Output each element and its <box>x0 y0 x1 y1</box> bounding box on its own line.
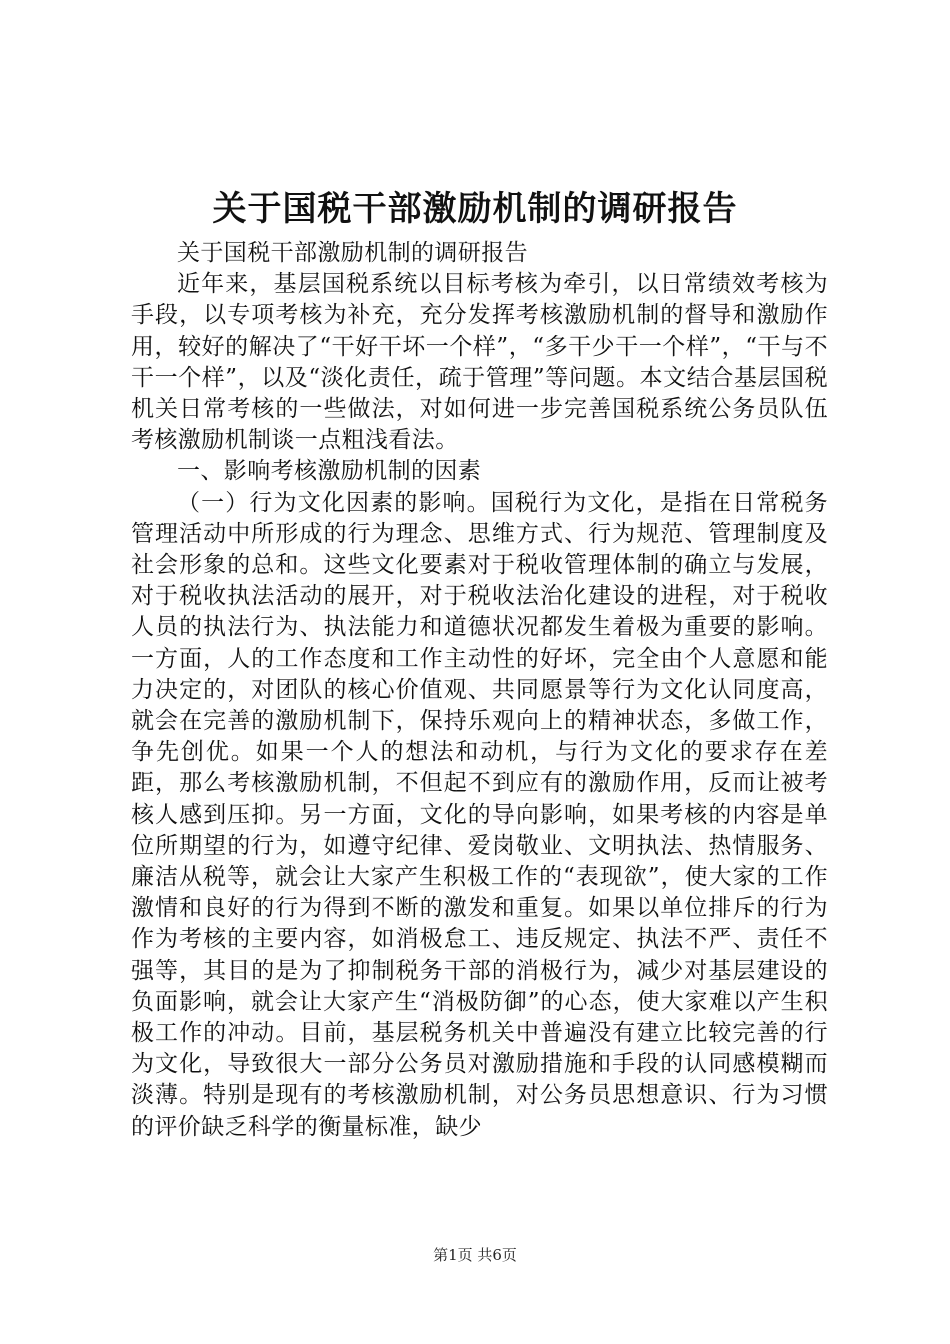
paragraph-behavior-culture: （一）行为文化因素的影响。国税行为文化，是指在日常税务管理活动中所形成的行为理念、思维方式、行为规范、管理制度及社会形象的总和。这些文化要素对于税收管理体制的确立与发展，对于税收执法活动的展开，对于税收法治化建设的进程，对于税收人员的执法行为、执法能力和道德状况都发生着极为重要的影响。一方面，人的工作态度和工作主动性的好坏，完全由个人意愿和能力决定的，对团队的核心价值观、共同愿景等行为文化认同度高，就会在完善的激励机制下，保持乐观向上的精神状态，多做工作，争先创优。如果一个人的想法和动机，与行为文化的要求存在差距，那么考核激励机制，不但起不到应有的激励作用，反而让被考核人感到压抑。另一方面，文化的导向影响，如果考核的内容是单位所期望的行为，如遵守纪律、爱岗敬业、文明执法、热情服务、廉洁从税等，就会让大家产生积极工作的“表现欲”，使大家的工作激情和良好的行为得到不断的激发和重复。如果以单位排斥的行为作为考核的主要内容，如消极怠工、违反规定、执法不严、责任不强等，其目的是为了抑制税务干部的消极行为，减少对基层建设的负面影响，就会让大家产生“消极防御”的心态，使大家难以产生积极工作的冲动。目前，基层税务机关中普遍没有建立比较完善的行为文化，导致很大一部分公务员对激励措施和手段的认同感模糊而淡薄。特别是现有的考核激励机制，对公务员思想意识、行为习惯的评价缺乏科学的衡量标准，缺少 <box>131 489 828 1140</box>
document-body <box>131 238 828 1143</box>
section-heading: 一、影响考核激励机制的因素 <box>177 458 482 485</box>
paragraph-intro: 近年来，基层国税系统以目标考核为牵引，以日常绩效考核为手段，以专项考核为补充，充分发挥考核激励机制的督导和激励作用，较好的解决了“干好干坏一个样”，“多干少干一个样”，“干与不干一个样”，以及“淡化责任，疏于管理”等问题。本文结合基层国税机关日常考核的一些做法，对如何进一步完善国税系统公务员队伍考核激励机制谈一点粗浅看法。 <box>131 271 828 454</box>
document-title: 关于国税干部激励机制的调研报告 <box>212 189 738 229</box>
paragraph-subtitle: 关于国税干部激励机制的调研报告 <box>177 240 528 266</box>
page-number: 第1页 共6页 <box>433 1246 517 1264</box>
